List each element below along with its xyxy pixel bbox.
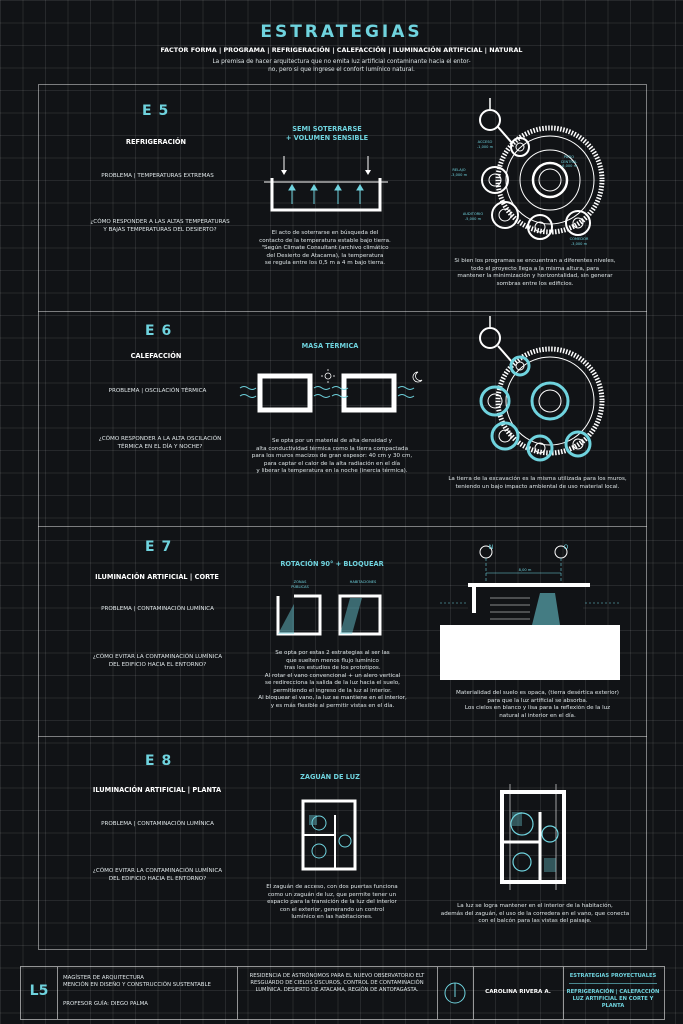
desc-line: Los cielos en blanco y lisa para la reflexión de la luz xyxy=(464,705,611,711)
section-divider xyxy=(38,736,647,737)
problem-text-e7: PROBLEMA | CONTAMINACIÓN LUMÍNICA xyxy=(101,606,214,612)
intro-line: no, pero si que ingrese el confort lumínico natural. xyxy=(268,67,415,73)
desc-line: mantener la minimización y horizontalidad, sin generar xyxy=(457,273,613,279)
desc-line: con el exterior, generando un control xyxy=(279,906,385,913)
strategy-title-e5 xyxy=(262,125,392,143)
sheet-line: LUZ ARTIFICIAL EN CORTE Y PLANTA xyxy=(572,996,654,1009)
desc-e5 xyxy=(250,230,400,268)
desc-line: se redirecciona la salida de la luz hacia el suelo, xyxy=(265,680,400,686)
desc-line: El zaguán de acceso, con dos puertas funciona xyxy=(266,884,398,890)
section-title-e6: CALEFACCIÓN xyxy=(130,352,182,360)
problem-text-e6: PROBLEMA | OSCILACIÓN TÉRMICA xyxy=(108,388,207,394)
desc-line: para captar el calor de la alta radiación en el día xyxy=(263,460,401,467)
footer-logo-cell xyxy=(21,967,58,1019)
section-code-e6: E 6 xyxy=(145,323,173,339)
label-acceso xyxy=(470,140,500,149)
desc-line: Se opta por un material de alta densidad y xyxy=(272,438,392,444)
question-line: ¿CÓMO RESPONDER A LAS ALTAS TEMPERATURAS xyxy=(90,219,230,225)
desc-line: La luz se logra mantener en el interior de la habitación, xyxy=(457,903,613,909)
desc-line: y es más flexible al permitir vistas en el día. xyxy=(270,702,395,709)
label-level: -1,000 m xyxy=(476,144,494,149)
label-comedor xyxy=(562,237,596,246)
professor-text: PROFESOR GUÍA: DIEGO PALMA xyxy=(63,1001,148,1007)
label-text: PÚBLICAS xyxy=(291,584,309,589)
right-desc-e8 xyxy=(420,903,650,926)
label-text: ACCESO xyxy=(477,140,493,144)
desc-e6 xyxy=(247,438,417,476)
label-level: -3,000 m xyxy=(450,172,468,177)
desc-line: tras los estudios de los prototipos. xyxy=(284,665,381,671)
degree-line: MENCIÓN EN DISEÑO Y CONSTRUCCIÓN SUSTENTABLE xyxy=(63,982,211,988)
label-text: RELAJO xyxy=(452,168,466,172)
footer-author-cell xyxy=(473,967,564,1019)
question-line: Y BAJAS TEMPERATURAS DEL DESIERTO? xyxy=(103,226,217,233)
desc-line: del Desierto de Atacama), la temperatura xyxy=(266,252,384,259)
section-code-e7: E 7 xyxy=(145,539,173,555)
project-line: RESIDENCIA DE ASTRÓNOMOS PARA EL NUEVO OBSERVATORIO ELT xyxy=(249,973,425,979)
desc-line: alta conductividad térmica como la tierra compactada xyxy=(255,445,409,452)
desc-line: espacio para la transición de la luz del interior xyxy=(267,899,397,905)
project-line: LUMÍNICA. DESIERTO DE ATACAMA, REGIÓN DE ANTOFAGASTA. xyxy=(255,987,419,993)
label-auditorio xyxy=(455,212,491,221)
intro-line: La premisa de hacer arquitectura que no emita luz artificial contaminante hacia el entor- xyxy=(212,59,471,65)
north-arrow-icon xyxy=(443,981,467,1005)
desc-line: para que la luz artificial se absorba. xyxy=(487,697,588,704)
question-line: ¿CÓMO EVITAR LA CONTAMINACIÓN LUMÍNICA xyxy=(92,654,223,660)
question-line: ¿CÓMO RESPONDER A LA ALTA OSCILACIÓN xyxy=(98,436,222,442)
desc-line: El acto de soterrarse en búsqueda del xyxy=(271,230,379,236)
desc-line: como un zaguán de luz, que permite tener un xyxy=(267,891,397,898)
label-text: AUDITORIO xyxy=(462,212,484,216)
label-level: -3,000 m xyxy=(570,241,588,246)
label-text: COMEDOR xyxy=(569,237,589,241)
page-title: ESTRATEGIAS xyxy=(260,22,423,42)
desc-line: y liberar la temperatura en la noche (inercia térmica). xyxy=(256,468,408,474)
question-line: ¿CÓMO EVITAR LA CONTAMINACIÓN LUMÍNICA xyxy=(92,868,223,874)
desc-line: Si bien los programas se encuentran a diferentes niveles, xyxy=(454,258,616,264)
strategy-line: + VOLUMEN SENSIBLE xyxy=(285,134,369,142)
question-line: TÉRMICA EN EL DÍA Y NOCHE? xyxy=(117,443,203,450)
desc-line: sombras entre los edificios. xyxy=(496,280,574,287)
desc-line: Materialidad del suelo es opaca, (tierra desértica exterior) xyxy=(456,690,619,696)
desc-line: para los muros macizos de gran espesor: 40 cm y 30 cm, xyxy=(251,453,413,459)
plan-drawing-large xyxy=(490,782,580,892)
degree-line: MAGÍSTER DE ARQUITECTURA xyxy=(63,975,144,981)
sheet-line: REFRIGERACIÓN | CALEFACCIÓN xyxy=(566,989,660,995)
desc-line: todo el proyecto llega a la misma altura, para xyxy=(470,265,600,272)
site-plan-earth xyxy=(440,316,610,476)
desc-line: La tierra de la excavación es la misma utilizada para los muros, xyxy=(448,476,627,482)
desc-line: "Según Climate Consultant (archivo climático xyxy=(261,245,389,251)
question-e7 xyxy=(50,654,265,669)
label-text: CENTRAL xyxy=(560,159,578,164)
footer-north-cell xyxy=(437,967,474,1019)
label-level: -5,000 m xyxy=(464,216,482,221)
logo: L5 xyxy=(29,983,49,999)
strategy-line: SEMI SOTERRARSE xyxy=(292,125,362,133)
strategy-title-e8: ZAGUÁN DE LUZ xyxy=(300,773,360,781)
desc-line: lumínico en las habitaciones. xyxy=(291,914,373,920)
project-line: RESGUARDO DE CIELOS OSCUROS, CONTROL DE CONTAMINACIÓN xyxy=(250,980,424,986)
project-text xyxy=(237,973,437,994)
problem-text-e8: PROBLEMA | CONTAMINACIÓN LUMÍNICA xyxy=(101,821,214,827)
desc-line: natural al interior en el día. xyxy=(499,712,576,719)
desc-e8 xyxy=(252,884,412,922)
section-title-e8: ILUMINACIÓN ARTIFICIAL | PLANTA xyxy=(92,786,222,794)
section-drawing xyxy=(440,543,620,683)
rotation-block-diagram xyxy=(272,588,392,640)
intro-text xyxy=(180,58,503,74)
desc-line: con el balcón para las vistas del paisaje. xyxy=(478,918,592,924)
desc-line: Al bloquear el vano, la luz se mantiene en el interior, xyxy=(258,695,407,701)
north-label: N xyxy=(488,544,494,551)
section-code-e5: E 5 xyxy=(142,103,170,119)
desc-line: Se opta por estas 2 estrategias al ser las xyxy=(275,650,390,656)
footer-bar xyxy=(20,966,665,1020)
question-e5 xyxy=(55,219,265,234)
desc-line: Al rotar el vano convencional + un alero vertical xyxy=(264,672,401,679)
label-patio xyxy=(552,155,586,169)
right-desc-e6 xyxy=(445,476,630,491)
semi-buried-diagram xyxy=(262,152,392,222)
question-e8 xyxy=(50,868,265,883)
section-divider xyxy=(38,311,647,312)
label-level: -6,000 m xyxy=(560,164,578,168)
question-line: DEL EDIFICIO HACIA EL ENTORNO? xyxy=(108,875,207,882)
label-text: PATIO xyxy=(563,155,575,159)
right-desc-e5 xyxy=(445,258,625,288)
right-desc-e7 xyxy=(445,690,630,720)
section-code-e8: E 8 xyxy=(145,753,173,769)
footer-project-cell xyxy=(237,967,438,1019)
desc-line: permitiendo el ingreso de la luz al interior. xyxy=(273,687,392,694)
desc-line: que suelten menos flujo lumínico xyxy=(286,657,379,664)
degree-text xyxy=(63,975,211,989)
label-habitaciones: HABITACIONES xyxy=(349,580,377,584)
desc-line: contacto de la temperatura estable bajo tierra. xyxy=(259,237,391,244)
footer-degree-cell xyxy=(57,967,238,1019)
desc-line: se regula entre los 0,5 m a 4 m bajo tierra. xyxy=(264,260,386,266)
desc-line: además del zaguán, el uso de la corredera en el vano, que conecta xyxy=(440,910,630,917)
plan-drawing-small xyxy=(295,795,365,875)
author-name: CAROLINA RIVERA A. xyxy=(485,989,551,995)
thermal-mass-diagram xyxy=(240,368,430,418)
desc-line: teniendo un bajo impacto ambiental de uso material local. xyxy=(455,483,620,490)
question-e6 xyxy=(55,436,265,451)
problem-text-e5: PROBLEMA | TEMPERATURAS EXTREMAS xyxy=(101,173,214,179)
strategy-title-e6: MASA TÉRMICA xyxy=(301,342,359,350)
strategy-title-e7: ROTACIÓN 90° + BLOQUEAR xyxy=(280,560,384,568)
dimension-label: 8,00 m xyxy=(518,568,532,572)
section-title-e7: ILUMINACIÓN ARTIFICIAL | CORTE xyxy=(95,573,219,581)
page-subtitle: FACTOR FORMA | PROGRAMA | REFRIGERACIÓN | CALEFACCIÓN | ILUMINACIÓN ARTIFICIAL | NATURAL xyxy=(160,46,523,54)
sheet-line: ESTRATEGIAS PROYECTUALES xyxy=(569,973,657,979)
question-line: DEL EDIFICIO HACIA EL ENTORNO? xyxy=(108,661,207,668)
label-relajo xyxy=(444,168,474,177)
sheet-title xyxy=(563,973,663,1010)
label-text: ZONAS xyxy=(293,580,307,584)
section-divider xyxy=(38,526,647,527)
section-title-e5: REFRIGERACIÓN xyxy=(125,138,187,146)
west-label: O xyxy=(563,544,569,551)
desc-e7 xyxy=(240,650,425,710)
